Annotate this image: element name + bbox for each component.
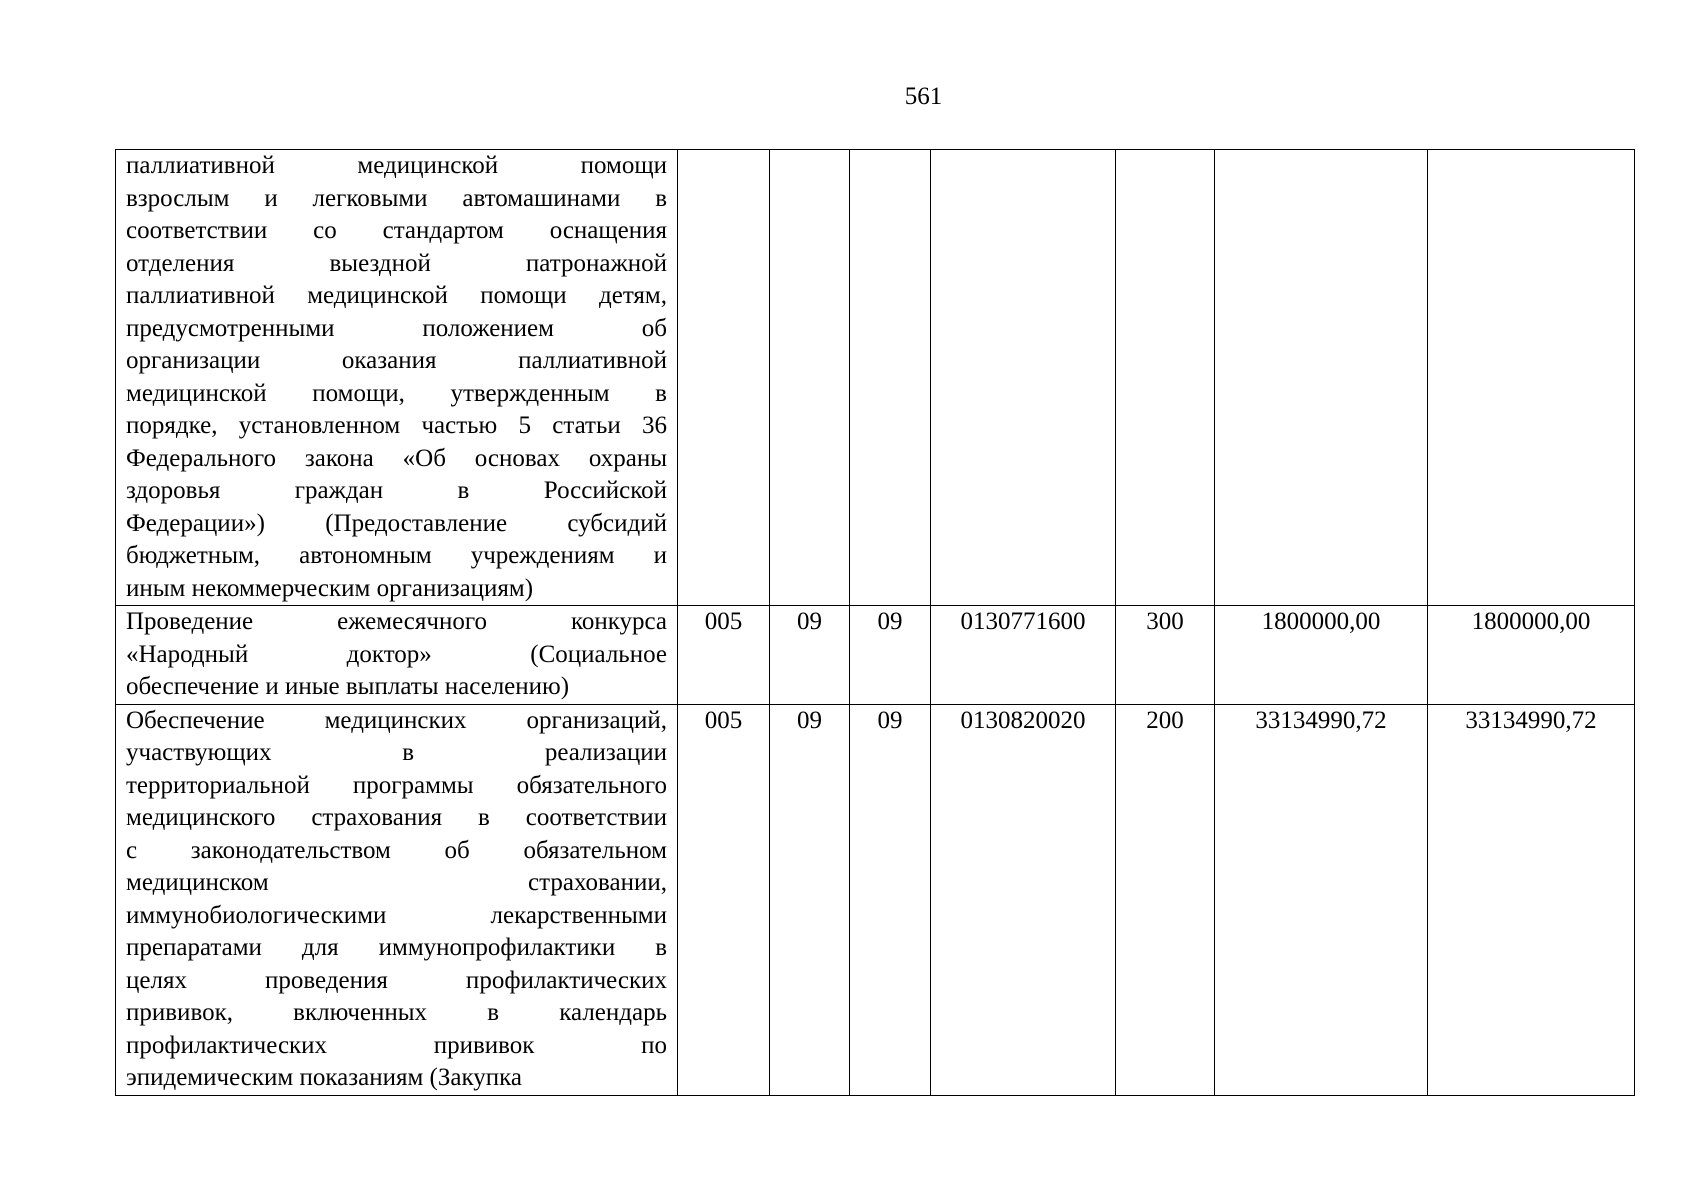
budget-table [115,149,1635,1096]
description-line: медицинского страхования в соответствии [126,804,667,831]
expense-type-cell: 300 [1116,606,1215,705]
description-line: бюджетным, автономным учреждениям и [126,542,667,569]
amount-1-cell [1215,150,1428,606]
section-code-cell: 09 [770,606,850,705]
description-line: эпидемическим показаниям (Закупка [126,1064,523,1091]
description-line: соответствии со стандартом оснащения [126,217,667,244]
description-line: отделения выездной патронажной [126,249,667,277]
description-line: профилактических прививок по [126,1031,667,1059]
description-line: паллиативной медицинской помощи [126,152,667,179]
description-line: медицинской помощи, утвержденным в [126,379,667,407]
description-line: препаратами для иммунопрофилактики в [126,934,667,961]
description-line: Федерации») (Предоставление субсидий [126,509,667,537]
description-line: «Народный доктор» (Социальное [126,640,667,668]
section-code-cell: 09 [770,704,850,1095]
target-article-cell: 0130820020 [931,704,1116,1095]
description-cell [116,150,678,606]
description-line: иным некоммерческим организациям) [126,574,534,602]
description-line: Обеспечение медицинских организаций, [126,706,667,734]
amount-1-cell: 1800000,00 [1215,606,1428,705]
amount-1-cell: 33134990,72 [1215,704,1428,1095]
description-line: обеспечение и иные выплаты населению) [126,673,570,700]
subsection-code-cell: 09 [850,704,931,1095]
amount-2-cell: 33134990,72 [1428,704,1635,1095]
description-line: прививок, включенных в календарь [126,999,667,1026]
subsection-code-cell [850,150,931,606]
table-row [116,704,1635,1095]
amount-2-cell: 1800000,00 [1428,606,1635,705]
table-row [116,150,1635,606]
page-number: 561 [904,83,943,110]
description-line: медицинском страховании, [126,869,667,896]
description-cell [116,704,678,1095]
target-article-cell [931,150,1116,606]
ministry-code-cell [678,150,770,606]
section-code-cell [770,150,850,606]
description-line: предусмотренными положением об [126,314,667,342]
amount-2-cell [1428,150,1635,606]
table-row [116,606,1635,705]
target-article-cell: 0130771600 [931,606,1116,705]
budget-table-body [116,150,1635,1096]
description-line: с законодательством об обязательном [126,836,667,864]
description-line: территориальной программы обязательного [126,771,667,799]
description-cell [116,606,678,705]
description-line: целях проведения профилактических [126,966,667,994]
description-line: иммунобиологическими лекарственными [126,901,667,929]
description-line: участвующих в реализации [126,739,667,766]
subsection-code-cell: 09 [850,606,931,705]
description-line: паллиативной медицинской помощи детям, [126,282,667,309]
description-line: здоровья граждан в Российской [126,477,667,504]
description-line: организации оказания паллиативной [126,347,667,374]
ministry-code-cell: 005 [678,606,770,705]
description-line: взрослым и легковыми автомашинами в [126,184,667,212]
description-line: Проведение ежемесячного конкурса [126,608,667,635]
expense-type-cell: 200 [1116,704,1215,1095]
expense-type-cell [1116,150,1215,606]
description-line: Федерального закона «Об основах охраны [126,444,667,472]
description-line: порядке, установленном частью 5 статьи 36 [126,412,667,439]
ministry-code-cell: 005 [678,704,770,1095]
